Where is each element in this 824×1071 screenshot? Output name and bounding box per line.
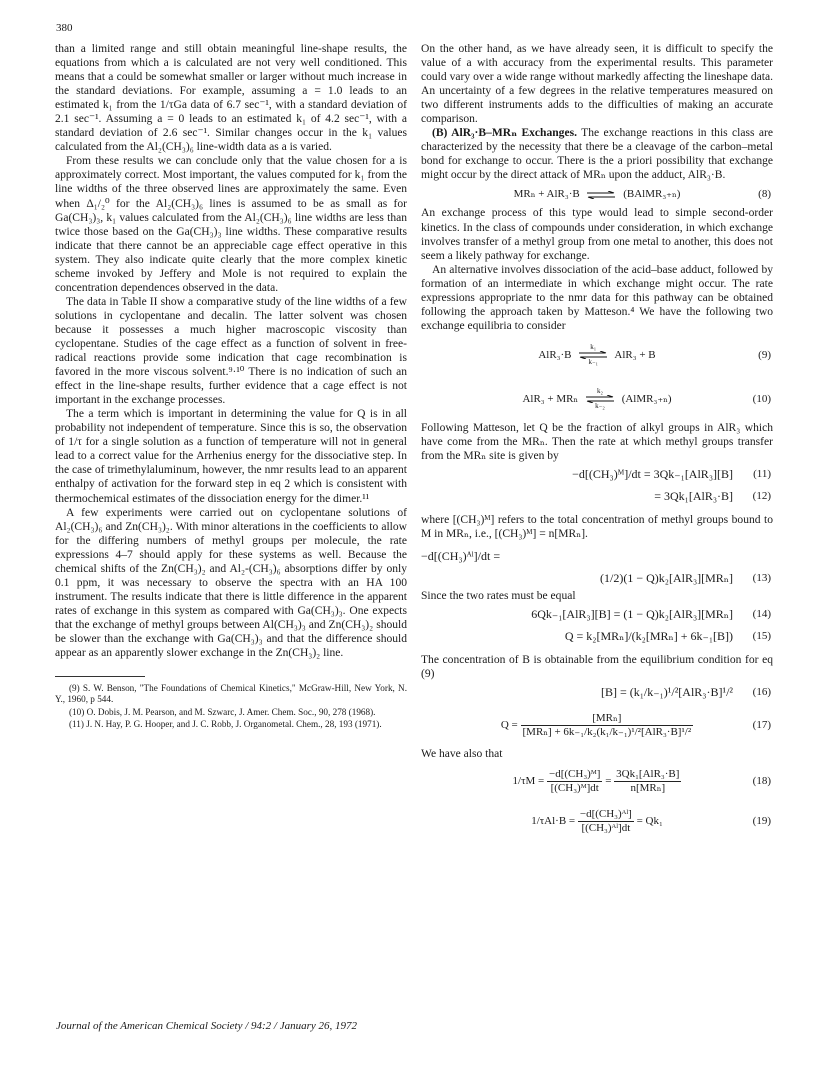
equation-17 xyxy=(421,703,773,747)
page-number: 380 xyxy=(56,22,73,34)
equation-19 xyxy=(421,801,773,841)
fraction xyxy=(521,712,694,739)
rate-constant-label: k₁ xyxy=(590,343,597,352)
paragraph: The a term which is important in determining the value for Q is in all probability not independent of temperature. Since this is so, the observation of 1/τ for a single solution as a function of temperature will not in general lead to a correct value for the Arrhenius energy for the dissociative step. In the case of trimethylaluminum, however, the nmr results lead to an apparent enthalpy of activation for the forward step in eq 2 which is consistent with thermochemical estimates of the dissociation energy for the dimer.¹¹ xyxy=(55,408,407,505)
equation-8 xyxy=(421,182,773,206)
eq14-body: 6Qk₋₁[AlR₃][B] = (1 − Q)k₂[AlR₃][MRₙ] xyxy=(531,607,733,622)
equation-number: (17) xyxy=(752,719,771,732)
eq9-lhs: AlR₃·B xyxy=(538,348,572,361)
section-heading: (B) AlR₃·B–MRₙ Exchanges. xyxy=(432,127,577,140)
paragraph: An alternative involves dissociation of the acid–base adduct, followed by formation of an intermediate in which exchange might occur. The rate expressions appropriate to the nmr data for this pathway can be obtained following the approach taken by Matteson.⁴ We have the following two exchange equilibria to consider xyxy=(421,263,773,332)
numerator: 3Qk₁[AlR₃·B] xyxy=(616,768,680,781)
equation-16 xyxy=(421,681,773,703)
rate-constant-label: k₂ xyxy=(596,387,603,396)
equation-9 xyxy=(421,333,773,377)
eq19-rhs: = Qk₁ xyxy=(636,815,663,828)
journal-footer: Journal of the American Chemical Society / 94:2 / January 26, 1972 xyxy=(56,1020,358,1032)
equation-18 xyxy=(421,761,773,801)
equation-number: (9) xyxy=(758,348,771,361)
paragraph: where [(CH₃)ᴹ] refers to the total concentration of methyl groups bound to M in MRₙ, i.e., [(CH₃)ᴹ] = n[MRₙ]. xyxy=(421,514,773,541)
denominator: n[MRₙ] xyxy=(630,782,666,795)
equation-number: (13) xyxy=(752,572,771,585)
paragraph: Since the two rates must be equal xyxy=(421,590,576,603)
eq8-lhs: MRₙ + AlR₃·B xyxy=(513,188,580,201)
fraction xyxy=(578,808,634,835)
equation-11 xyxy=(421,463,773,485)
footnote-rule xyxy=(55,676,145,677)
section-text: The exchange reactions in this class are characterized by the necessity that there be a cleavage of the carbon–metal bond for exchange to occur. There is the a priori possibility that exchange might occur by the direct attack of MRₙ upon the adduct, AlR₃·B. xyxy=(421,127,773,182)
rate-constant-label: k₋₁ xyxy=(588,358,599,367)
paragraph: The data in Table II show a comparative study of the line widths of a few solutions in cyclopentane and decalin. The latter solvent was chosen because it possesses a much higher macroscopic viscosity than cyclopentane. Studies of the cage effect as a function of solvent in free-radical reactions provide some indication that cage recombination is favored in the more viscous solvent.⁹·¹⁰ There is no indication of such an effect in the line-shape results, further evidence that a cage effect is not important in the exchange processes. xyxy=(55,295,407,407)
paragraph: The concentration of B is obtainable from the equilibrium condition for eq (9) xyxy=(421,654,773,681)
footnote: (11) J. N. Hay, P. G. Hooper, and J. C. Robb, J. Organometal. Chem., 28, 193 (1971). xyxy=(69,718,382,729)
equilibrium-arrows-icon xyxy=(584,184,618,206)
eq17-lhs: Q = xyxy=(500,719,518,732)
eq15-body: Q = k₂[MRₙ]/(k₂[MRₙ] + 6k₋₁[B]) xyxy=(564,629,733,644)
equation-number: (16) xyxy=(752,686,771,699)
left-column xyxy=(55,42,407,731)
numerator: [MRₙ] xyxy=(521,712,694,726)
eq8-rhs: (BAlMR₃₊ₙ) xyxy=(623,188,681,201)
denominator: [(CH₃)ᴬˡ]dt xyxy=(581,822,631,835)
eq10-rhs: (AlMR₃₊ₙ) xyxy=(621,392,672,405)
footnote: (9) S. W. Benson, "The Foundations of Chemical Kinetics," McGraw-Hill, New York, N. Y., 1960, p 544. xyxy=(55,683,407,705)
equation-number: (15) xyxy=(752,630,771,643)
paragraph: than a limited range and still obtain meaningful line-shape results, the equations from which a is calculated are not very well conditioned. This means that a could be somewhat smaller or larger without much increase in the standard deviations. For example, assuming a = 1.0 leads to an estimated k₁ from the 1/τGa data of 6.7 sec⁻¹, with a standard deviation of 2.1 sec⁻¹. Assuming a = 0 leads to an estimated k₁ of 4.2 sec⁻¹, with a standard deviation of 2.6 sec⁻¹. Similar changes occur in the k₁ values calculated from the Al₂(CH₃)₆ line-width data as a is varied. xyxy=(55,43,407,154)
eq10-lhs: AlR₃ + MRₙ xyxy=(522,392,579,405)
paragraph: On the other hand, as we have already seen, it is difficult to specify the value of a with accuracy from the experimental results. This parameter could vary over a wide range without markedly affecting the lineshape data. An uncertainty of a few degrees in the relative temperatures measured on two different instruments adds to the difficulties of making an accurate comparison. xyxy=(421,43,773,126)
fraction xyxy=(614,768,681,795)
denominator: [MRₙ] + 6k₋₁/k₂(k₁/k₋₁)¹/²[AlR₃·B]¹/² xyxy=(522,726,692,739)
equals-sign: = xyxy=(605,775,612,788)
numerator: −d[(CH₃)ᴬˡ] xyxy=(579,808,632,821)
eq19-lhs: 1/τAl·B = xyxy=(531,815,576,828)
equation-14 xyxy=(421,603,773,625)
eq18-lhs: 1/τM = xyxy=(512,775,545,788)
paragraph: An exchange process of this type would lead to simple second-order kinetics. In the class of compounds under consideration, in which exchange involves transfer of a methyl group from one metal to another, this does not seem a likely pathway for exchange. xyxy=(421,207,773,262)
equilibrium-arrows-icon xyxy=(583,388,617,410)
equilibrium-arrows-icon xyxy=(576,344,610,366)
fraction xyxy=(547,768,602,795)
right-column xyxy=(421,42,773,841)
eq13-body: (1/2)(1 − Q)k₂[AlR₃][MRₙ] xyxy=(600,571,733,586)
eq12-body: = 3Qk₁[AlR₃·B] xyxy=(654,489,733,504)
eq9-rhs: AlR₃ + B xyxy=(614,348,656,361)
equation-number: (14) xyxy=(752,608,771,621)
rate-constant-label: k₋₂ xyxy=(595,402,605,411)
numerator: −d[(CH₃)ᴹ] xyxy=(549,768,601,781)
section-paragraph xyxy=(421,126,773,182)
equation-number: (18) xyxy=(752,775,771,788)
paragraph: We have also that xyxy=(421,748,503,761)
equation-number: (12) xyxy=(752,490,771,503)
paragraph: A few experiments were carried out on cyclopentane solutions of Al₂(CH₃)₆ and Zn(CH₃)₂. With minor alterations in the coefficients to allow for the differing numbers of methyl groups per molecule, the rate expressions 4–7 should apply for these systems as well. Because the chemical shifts of the Zn(CH₃)₂ and Al₂-(CH₃)₆ absorptions differ by only 0.1 ppm, it was necessary to observe the spectra with an HA 100 instrument. The results indicate that there is little difference in the apparent rates of exchange in this system as compared with Ga(CH₃)₃. One expects that the exchange of methyl groups between Al(CH₃)₃ and Zn(CH₃)₂ should be slower than the exchange with Ga(CH₃)₃ and that the difference should appear as an apparently slower exchange in the Zn(CH₃)₂ line. xyxy=(55,506,407,660)
eq11-body: −d[(CH₃)ᴹ]/dt = 3Qk₋₁[AlR₃][B] xyxy=(572,467,733,482)
equation-10 xyxy=(421,377,773,421)
equation-15 xyxy=(421,625,773,647)
eq16-body: [B] = (k₁/k₋₁)¹/²[AlR₃·B]¹/² xyxy=(600,685,733,700)
equation-number: (11) xyxy=(753,468,771,481)
equation-13 xyxy=(421,567,773,589)
paragraph: Following Matteson, let Q be the fraction of alkyl groups in AlR₃ which have come from the MRₙ. Then the rate at which methyl groups transfer from the MRₙ site is given by xyxy=(421,421,773,462)
eq13-lhs: −d[(CH₃)ᴬˡ]/dt = xyxy=(421,549,501,564)
equation-number: (8) xyxy=(758,188,771,201)
footnote: (10) O. Dobis, J. M. Pearson, and M. Szwarc, J. Amer. Chem. Soc., 90, 278 (1968). xyxy=(69,706,376,717)
equation-number: (10) xyxy=(752,392,771,405)
denominator: [(CH₃)ᴹ]dt xyxy=(550,782,599,795)
paragraph: From these results we can conclude only that the value chosen for a is approximately correct. Most important, the values computed for k₁ from the line widths of the three observed lines are approximately the same. Even when Δ₁/₂⁰ for the Al₂(CH₃)₆ lines is assumed to be as small as for Ga(CH₃)₃, k₁ values calculated from the Al₂(CH₃)₆ line widths are less than twice those based on the Ga(CH₃)₃ line widths. These comparative results indicate that there cannot be an appreciable cage effect operative in this system. They also indicate quite clearly that the more complex kinetic scheme invoked by Jeffery and Mole is not required to explain the concentration dependences observed in the data. xyxy=(55,155,407,294)
equation-number: (19) xyxy=(752,815,771,828)
equation-12 xyxy=(421,485,773,507)
